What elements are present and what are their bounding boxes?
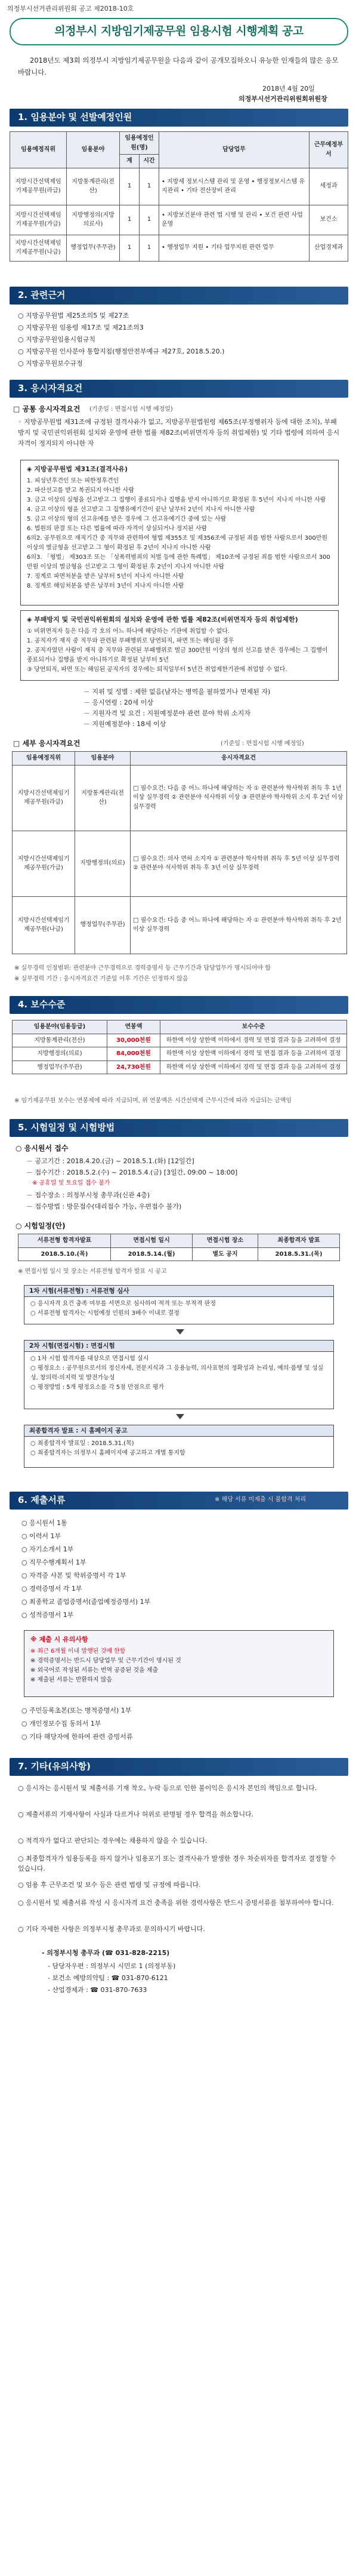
cell-duty: • 행정업무 지원 • 기타 업무지원 관련 업무 [159, 235, 310, 261]
list-item: ○ 평정요소 : 공무원으로서의 정신자세, 전문지식과 그 응용능력, 의사표현의 정확성과 논리성, 예의·품행 및 성실성, 창의력·의지력 및 발전가능성 [30, 1365, 324, 1381]
list-item: 7. 징계로 파면처분을 받은 날부터 5년이 지나지 아니한 사람 [27, 573, 184, 580]
list-item: ① 비위면직자 등은 다음 각 호의 어느 하나에 해당하는 기관에 취업할 수 없다. [27, 628, 230, 635]
cell-position: 지방시간선택제임기제공무원(라급) [13, 765, 75, 831]
docs-top-note: ※ 해당 서류 미제출 시 불합격 처리 [215, 1496, 307, 1503]
section-6-header: 6. 제출서류 [10, 1492, 348, 1510]
basis-item: ○ 지방공무원 임용령 제17조 및 제21조의3 [18, 324, 144, 331]
cell-plan: 2018.5.31.(목) [258, 1247, 339, 1261]
disqualification-box [20, 460, 339, 605]
doc-item: ○ 경력증명서 각 1부 [21, 1585, 82, 1593]
step2-bar: 2차 시험(면접시험) : 면접시험 [24, 1340, 334, 1352]
common-req-label: □ 공통 응시자격요건 [13, 405, 81, 413]
notice-item: ○ 제출서류의 기재사항이 사실과 다르거나 허위로 판명될 경우 합격을 취소합니다. [18, 1810, 254, 1818]
th-position: 임용예정직위 [13, 752, 75, 766]
schedule-line: ※ 공휴일 및 토요일 접수 불가 [32, 1180, 110, 1186]
section-2-header: 2. 관련근거 [10, 287, 348, 305]
table-row [13, 1034, 347, 1047]
cell-pay: 24,730천원 [107, 1060, 160, 1074]
cell-requirement: □ 필수요건: 다음 중 어느 하나에 해당하는 자 ① 관련분야 학사학위 취득 후 2년 이상 실무경력 [131, 896, 347, 954]
cell-plan: 별도 공지 [193, 1247, 258, 1261]
section-5-header: 5. 시험일정 및 시험방법 [10, 1119, 348, 1137]
positions-table [10, 131, 348, 262]
th-sub-total: 계 [120, 155, 140, 168]
cell-duty: • 지방세 정보시스템 관리 및 운영 • 행정정보시스템 유지관리 • 기타 전산장비 관리 [159, 168, 310, 205]
doc-item: ○ 기타 해당자에 한하여 관련 증빙서류 [21, 1733, 133, 1741]
list-item: 2. 파산선고를 받고 복권되지 아니한 사람 [27, 487, 134, 494]
common-req-note: (기준일 : 면접시험 시행 예정일) [89, 406, 173, 413]
cell-plan: 2018.5.14.(월) [111, 1247, 193, 1261]
th-position: 임용예정직위 [10, 132, 67, 168]
step2-panel [24, 1352, 334, 1409]
notice-item: ○ 응시자는 응시원서 및 제출서류 기재 착오, 누락 등으로 인한 불이익은 응시자 본인의 책임으로 합니다. [18, 1784, 317, 1792]
table-row [13, 831, 347, 896]
cell-requirement: □ 필수요건: 다음 중 어느 하나에 해당하는 자 ① 관련분야 학사학위 취득 후 1년 이상 실무경력 ② 관련분야 석사학위 이상 ③ 관련분야 학사학위 소지 후 2년 이상 실무경력 [131, 765, 347, 831]
list-item: ○ 응시자격 요건 충족 여부를 서면으로 심사하여 적격 또는 부적격 판정 [30, 1301, 216, 1307]
th-level: 보수수준 [160, 1020, 347, 1034]
cell-position: 지방시간선택제임기제공무원(라급) [10, 168, 67, 205]
notice-item: ○ 응시원서 및 제출서류 작성 시 응시자격 요건 충족을 위한 경력사항은 반드시 증빙서류를 첨부하여야 합니다. [18, 1899, 334, 1907]
table-row [10, 235, 348, 261]
cell-level: 하한액 이상 상한액 이하에서 경력 및 면접 결과 등을 고려하여 결정 [160, 1034, 347, 1047]
arrow-down-icon [176, 1414, 184, 1419]
th-field: 임용분야(임용등급) [13, 1020, 107, 1034]
th-field: 임용분야 [67, 132, 120, 168]
cell-field: 지방통계관리(전산) [67, 168, 120, 205]
doc-item: ○ 이력서 1부 [21, 1532, 61, 1540]
intro-text: 2018년도 제3회 의정부시 지방임기제공무원을 다음과 같이 공개모집하오니 유능한 인재들의 많은 응모바랍니다. [18, 56, 339, 76]
step1-panel [24, 1297, 334, 1324]
doc-item: ○ 응시원서 1통 [21, 1519, 67, 1527]
table-row [13, 765, 347, 831]
doc-item: ○ 주민등록초본(또는 병적증명서) 1부 [21, 1707, 132, 1714]
cell-field: 지방행정의(의료) [75, 831, 131, 896]
cell-position: 지방시간선택제임기제공무원(나급) [10, 235, 67, 261]
cell-dept: 세정과 [310, 168, 348, 205]
basis-item: ○ 지방공무원보수규정 [18, 359, 83, 367]
notice-item: ○ 최종합격자가 임용등록을 하지 않거나 임용포기 또는 결격사유가 발생한 경우 차순위자를 합격자로 결정할 수 있습니다. [18, 1855, 336, 1873]
list-item: ※ 경력증명서는 반드시 담당업무 및 근무기간이 명시된 것 [30, 1657, 181, 1664]
docs-note-box [24, 1630, 334, 1697]
notice-number: 의정부시선거관리위원회 공고 제2018-10호 [7, 5, 134, 13]
list-item: ※ 제출된 서류는 반환하지 않음 [30, 1676, 113, 1683]
notice-item: ○ 임용 후 근무조건 및 보수 등은 관련 법령 및 규정에 따릅니다. [18, 1881, 201, 1889]
issuer: 의정부시선거관리위원회위원장 [239, 95, 327, 103]
list-item: ○ 평정방법 : 5개 평정요소를 각 5점 만점으로 평가 [30, 1384, 165, 1391]
cell-field: 지방통계관리(전산) [75, 765, 131, 831]
cell-level: 하한액 이상 상한액 이하에서 경력 및 면접 결과 등을 고려하여 결정 [160, 1060, 347, 1074]
th-dept: 근무예정부서 [310, 132, 348, 168]
list-item: 8. 징계로 해임처분을 받은 날부터 3년이 지나지 아니한 사람 [27, 582, 184, 589]
table-row [18, 1247, 340, 1261]
doc-item: ○ 직무수행계획서 1부 [21, 1558, 86, 1566]
cell-pay: 30,000천원 [107, 1034, 160, 1047]
list-item: 6의3. 「형법」 제303조 또는 「성폭력범죄의 처벌 등에 관한 특례법」 제10조에 규정된 죄를 범한 사람으로서 300만원 이상의 벌금형을 선고받고 그 형이 확정된 후 2년이 지나지 아니한 사람 [27, 554, 330, 570]
basis-item: ○ 지방공무원임용시험규칙 [18, 336, 95, 343]
doc-item: ○ 최종학교 졸업증명서(졸업예정증명서) 1부 [21, 1598, 151, 1606]
footnote: ※ 실무경력 인정범위: 관련분야 근무경력으로 경력증명서 등 근무기간과 담당업무가 명시되어야 함 [14, 965, 271, 972]
step3-bar: 최종합격자 발표 : 시 홈페이지 공고 [24, 1425, 334, 1437]
basis-item: ○ 지방공무원법 제25조의5 및 제27조 [18, 312, 129, 319]
list-item: 5. 금고 이상의 형의 선고유예를 받은 경우에 그 선고유예기간 중에 있는 사람 [27, 515, 227, 522]
cell-pay: 84,000천원 [107, 1047, 160, 1061]
schedule-line: － 접수기간 : 2018.5.2.(수) ~ 2018.5.4.(금) [3일간, 09:00 ~ 18:00] [26, 1169, 238, 1176]
list-item: ※ 외국어로 작성된 서류는 번역 공증된 것을 제출 [30, 1667, 159, 1674]
list-item: ○ 1차 시험 합격자를 대상으로 면접시험 실시 [30, 1355, 149, 1362]
cell-field: 지방행정의(지방의료사) [67, 205, 120, 235]
req-line: － 지원예정분야 : 18세 이상 [83, 720, 166, 728]
basis-item: ○ 지방공무원 인사분야 통합지침(행정안전부예규 제27호, 2018.5.20.) [18, 348, 225, 355]
table-row [10, 205, 348, 235]
schedule-line: － 접수장소 : 의정부시청 총무과(신관 4층) [26, 1191, 150, 1199]
schedule-line: － 접수방법 : 방문접수(대리접수 가능, 우편접수 불가) [26, 1203, 182, 1210]
schedule-line: － 공고기간 : 2018.4.20.(금) ~ 2018.5.1.(화) [12일간] [26, 1157, 194, 1165]
th-plan: 최종합격자 발표 [258, 1234, 339, 1248]
th-duty: 담당업무 [159, 132, 310, 168]
section-1-header: 1. 임용분야 및 선발예정인원 [10, 109, 348, 127]
doc-item: ○ 성적증명서 1부 [21, 1611, 74, 1619]
cell-plan: 2018.5.10.(목) [18, 1247, 111, 1261]
table-row [13, 1060, 347, 1074]
plan-note: ※ 면접시험 일시 및 장소는 서류전형 합격자 발표 시 공고 [18, 1268, 167, 1275]
contact-line: - 보건소 예방의약팀 : ☎ 031-870-6121 [48, 1974, 168, 1982]
docs-note-title: ※ 제출 시 유의사항 [30, 1636, 88, 1643]
cell-field: 행정업무(주무관) [67, 235, 120, 261]
table-row [10, 168, 348, 205]
th-plan: 면접시험 장소 [193, 1234, 258, 1248]
list-item: 2. 공직자였던 사람이 재직 중 직무와 관련된 부패행위로 벌금 300만원 이상의 형의 선고를 받은 경우에는 그 집행이 종료되거나 집행을 받지 아니하기로 확정된 날부터 5년 [27, 647, 328, 663]
employment-limit-box [20, 610, 339, 681]
employment-limit-title: ◈ 부패방지 및 국민권익위원회의 설치와 운영에 관한 법률 제82조(비위면직자 등의 취업제한) [27, 616, 298, 623]
cell-position: 지방시간선택제임기제공무원(나급) [13, 896, 75, 954]
cell-position: 지방시간선택제임기제공무원(가급) [10, 205, 67, 235]
list-item: 6의2. 공무원으로 재직기간 중 직무와 관련하여 형법 제355조 및 제356조에 규정된 죄를 범한 사람으로서 300만원 이상의 벌금형을 선고받고 그 형이 확정된 후 2년이 지나지 아니한 사람 [27, 534, 328, 551]
cell-count: 1 [120, 235, 140, 261]
cell-position: 지방시간선택제임기제공무원(가급) [13, 831, 75, 896]
cell-field: 지방행정의(의료) [13, 1047, 107, 1061]
cell-field: 지방통계관리(전산) [13, 1034, 107, 1047]
step1-bar: 1차 시험(서류전형) : 서류전형 심사 [24, 1285, 334, 1297]
doc-item: ○ 자기소개서 1부 [21, 1545, 74, 1553]
list-item: 1. 피성년후견인 또는 피한정후견인 [27, 477, 119, 484]
cell-count: 1 [140, 235, 159, 261]
cell-count: 1 [140, 168, 159, 205]
th-field: 임용분야 [75, 752, 131, 766]
req-line: － 응시연령 : 20세 이상 [83, 699, 154, 706]
cell-field: 행정업무(주무관) [13, 1060, 107, 1074]
cell-count: 1 [120, 168, 140, 205]
th-sub-time: 시간 [140, 155, 159, 168]
detail-req-note: (기준일 : 면접시험 시행 예정일) [221, 740, 304, 747]
list-item: 6. 법원의 판결 또는 다른 법률에 따라 자격이 상실되거나 정지된 사람 [27, 525, 208, 532]
plan-label: ○ 시험일정(안) [16, 1222, 66, 1230]
cell-level: 하한액 이상 상한액 이하에서 경력 및 면접 결과 등을 고려하여 결정 [160, 1047, 347, 1061]
list-item: ○ 최종합격자 발표일 : 2018.5.31.(목) [30, 1440, 134, 1447]
section-7-header: 7. 기타(유의사항) [10, 1758, 348, 1776]
th-plan: 서류전형 합격자발표 [18, 1234, 111, 1248]
detail-req-table [12, 751, 347, 954]
notice-item: ○ 기타 자세한 사항은 의정부시청 총무과로 문의하시기 바랍니다. [18, 1925, 205, 1933]
th-pay: 연봉액 [107, 1020, 160, 1034]
list-item: ○ 최종합격자는 의정부시 홈페이지에 공고하고 개별 통지함 [30, 1450, 185, 1456]
cell-field: 행정업무(주무관) [75, 896, 131, 954]
cell-requirement: □ 필수요건: 의사 면허 소지자 ① 관련분야 학사학위 취득 후 5년 이상 실무경력 ② 관련분야 석사학위 취득 후 3년 이상 실무경력 [131, 831, 347, 896]
section-3-header: 3. 응시자격요건 [10, 380, 348, 398]
doc-item: ○ 자격증 사본 및 학위증명서 각 1부 [21, 1572, 126, 1579]
list-item: 1. 공직자가 재직 중 직무와 관련된 부패행위로 당연퇴직, 파면 또는 해임된 경우 [27, 637, 234, 644]
cell-count: 1 [120, 205, 140, 235]
detail-req-label: □ 세부 응시자격요건 [13, 739, 81, 748]
plan-table [18, 1234, 340, 1261]
common-req-text: ◦ 지방공무원법 제31조에 규정된 결격사유가 없고, 지방공무원법원령 제65조(부정행위자 등에 대한 조치), 부패방지 및 국민권익위원회 설치와 운영에 관한 법률 제82조(비위면직자 등의 취업제한) 및 기타 법령에 의하여 응시자격이 정지되지 아니한 자 [18, 418, 340, 448]
disqualification-title: ◈ 지방공무원법 제31조(결격사유) [27, 465, 128, 473]
pay-table [12, 1020, 347, 1074]
req-line: － 지위 및 성별 : 제한 없음(남자는 병역을 필하였거나 면제된 자) [83, 688, 271, 696]
doc-item: ○ 개인정보수집 동의서 1부 [21, 1720, 101, 1727]
pay-note: ※ 임기제공무원 보수는 연봉제에 따라 지급되며, 위 연봉액은 시간선택제 근무시간에 따라 지급되는 금액임 [14, 1098, 292, 1104]
list-item: ○ 서류전형 합격자는 시험예정 인원의 3배수 이내로 결정 [30, 1310, 180, 1317]
th-plan: 면접시험 일시 [111, 1234, 193, 1248]
list-item: 3. 금고 이상의 실형을 선고받고 그 집행이 종료되거나 집행을 받지 아니하기로 확정된 후 5년이 지나지 아니한 사람 [27, 496, 326, 503]
cell-count: 1 [140, 205, 159, 235]
apply-label: ○ 응시원서 접수 [16, 1144, 69, 1152]
section-4-header: 4. 보수수준 [10, 996, 348, 1014]
footnote: ※ 실무경력 기간 : 응시자격요건 기준일 이후 기간은 인정하지 않음 [14, 976, 188, 982]
contact-line: - 산업경제과 : ☎ 031-870-7633 [48, 1986, 147, 1994]
table-row [13, 1047, 347, 1061]
th-requirement: 응시자격요건 [131, 752, 347, 766]
list-item: 4. 금고 이상의 형을 선고받고 그 집행유예기간이 끝난 날부터 2년이 지나지 아니한 사람 [27, 506, 255, 513]
notice-item: ○ 적격자가 없다고 판단되는 경우에는 채용하지 않을 수 있습니다. [18, 1837, 208, 1845]
notice-title: 의정부시 지방임기제공무원 임용시험 시행계획 공고 [10, 18, 348, 45]
notice-date: 2018년 4월 20일 [262, 85, 315, 93]
arrow-down-icon [176, 1329, 184, 1335]
th-count: 임용예정인원(명) [120, 132, 159, 155]
step3-panel [24, 1437, 334, 1468]
contact-main: - 의정부시청 총무과 (☎ 031-828-2215) [42, 1949, 170, 1957]
req-line: － 지원자격 및 요건 : 지원예정분야 관련 분야 학위 소지자 [83, 709, 250, 717]
cell-dept: 보건소 [310, 205, 348, 235]
table-row [13, 896, 347, 954]
list-item: ③ 당연퇴직, 파면 또는 해임된 공직자의 경우에는 퇴직일부터 5년간 취업제한기관에 취업할 수 없다. [27, 666, 287, 673]
list-item: ※ 최근 6개월 이내 발행된 것에 한함 [30, 1647, 126, 1655]
cell-duty: • 지방보건분야 관련 법 시행 및 관리 • 보건 관련 사업 운영 [159, 205, 310, 235]
cell-dept: 산업경제과 [310, 235, 348, 261]
contact-line: - 담당자우편 : 의정부시 시민로 1 (의정부동) [48, 1962, 176, 1970]
